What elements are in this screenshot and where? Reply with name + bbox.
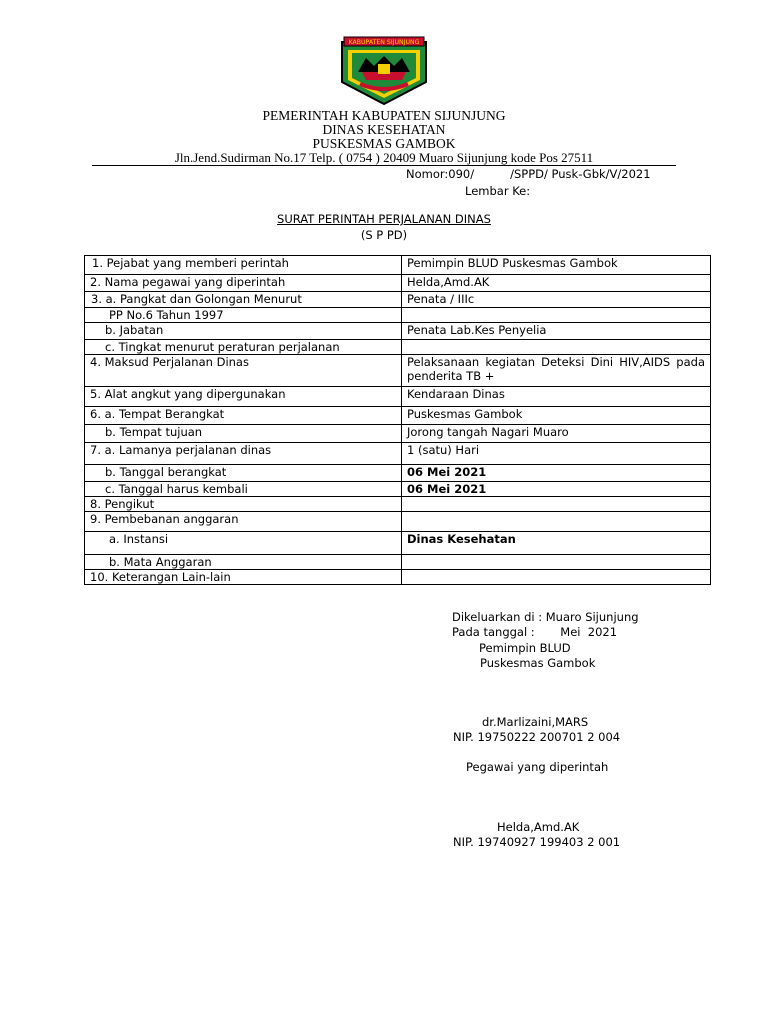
row-value: Helda,Amd.AK [402, 275, 711, 292]
lembar-ke: Lembar Ke: [465, 184, 531, 198]
sppd-table [84, 255, 711, 585]
employee-nip: NIP. 19740927 199403 2 001 [453, 835, 621, 849]
document-title: SURAT PERINTAH PERJALANAN DINAS [277, 212, 491, 226]
row-label: 9. Pembebanan anggaran [85, 512, 402, 532]
row-value [402, 340, 711, 355]
table-row [85, 570, 711, 585]
row-value [402, 308, 711, 323]
logo-banner-text: KABUPATEN SIJUNJUNG [348, 39, 420, 46]
row-value: Jorong tangah Nagari Muaro [402, 425, 711, 443]
row-value [402, 555, 711, 570]
employee-label: Pegawai yang diperintah [466, 760, 609, 774]
signer-nip: NIP. 19750222 200701 2 004 [453, 730, 621, 744]
row-value: Puskesmas Gambok [402, 407, 711, 425]
issued-at: Dikeluarkan di : Muaro Sijunjung [452, 610, 639, 624]
row-label: b. Tanggal berangkat [85, 465, 402, 482]
kop-address: Jln.Jend.Sudirman No.17 Telp. ( 0754 ) 20409 Muaro Sijunjung kode Pos 27511 [174, 150, 594, 165]
row-label: 10. Keterangan Lain-lain [85, 570, 402, 585]
row-label: 3. a. Pangkat dan Golongan Menurut [85, 292, 402, 308]
row-label: b. Tempat tujuan [85, 425, 402, 443]
row-label: 7. a. Lamanya perjalanan dinas [85, 443, 402, 465]
table-row [85, 387, 711, 407]
row-label: c. Tanggal harus kembali [85, 482, 402, 497]
issued-date: Pada tanggal : Mei 2021 [452, 625, 618, 639]
row-value: Dinas Kesehatan [402, 532, 711, 555]
table-row [85, 355, 711, 387]
kop-puskesmas: PUSKESMAS GAMBOK [312, 136, 456, 151]
row-value [402, 570, 711, 585]
row-label: PP No.6 Tahun 1997 [85, 308, 402, 323]
row-label: 6. a. Tempat Berangkat [85, 407, 402, 425]
row-label: b. Jabatan [85, 323, 402, 340]
signer-name: dr.Marlizaini,MARS [482, 715, 589, 729]
table-row [85, 555, 711, 570]
row-value: 1 (satu) Hari [402, 443, 711, 465]
employee-name: Helda,Amd.AK [497, 820, 580, 834]
row-label: c. Tingkat menurut peraturan perjalanan [85, 340, 402, 355]
table-row [85, 308, 711, 323]
signer-position-2: Puskesmas Gambok [480, 656, 596, 670]
row-label: b. Mata Anggaran [85, 555, 402, 570]
nomor-label: Nomor:090/ [406, 167, 475, 181]
row-value: Pemimpin BLUD Puskesmas Gambok [402, 256, 711, 275]
row-value: Kendaraan Dinas [402, 387, 711, 407]
document-subtitle: (S P PD) [360, 228, 408, 242]
table-row [85, 532, 711, 555]
row-label: 4. Maksud Perjalanan Dinas [85, 355, 402, 387]
table-row [85, 275, 711, 292]
row-value: Penata Lab.Kes Penyelia [402, 323, 711, 340]
kop-dinas: DINAS KESEHATAN [322, 122, 446, 137]
header-divider [92, 165, 676, 166]
table-row [85, 425, 711, 443]
table-row [85, 323, 711, 340]
table-row [85, 340, 711, 355]
nomor-surat [406, 167, 651, 181]
row-label: 5. Alat angkut yang dipergunakan [85, 387, 402, 407]
table-row [85, 465, 711, 482]
row-label: 2. Nama pegawai yang diperintah [85, 275, 402, 292]
row-value [402, 512, 711, 532]
kabupaten-sijunjung-logo [340, 36, 428, 106]
table-row [85, 497, 711, 512]
row-label: a. Instansi [85, 532, 402, 555]
table-row [85, 512, 711, 532]
table-row [85, 292, 711, 308]
row-value: Penata / IIIc [402, 292, 711, 308]
kop-pemerintah: PEMERINTAH KABUPATEN SIJUNJUNG [262, 108, 506, 123]
row-label: 8. Pengikut [85, 497, 402, 512]
row-value: 06 Mei 2021 [402, 482, 711, 497]
nomor-suffix: /SPPD/ Pusk-Gbk/V/2021 [510, 167, 651, 181]
table-row [85, 407, 711, 425]
row-label: 1. Pejabat yang memberi perintah [85, 256, 402, 275]
row-value [402, 497, 711, 512]
table-row [85, 256, 711, 275]
signer-position-1: Pemimpin BLUD [479, 641, 571, 655]
table-row [85, 443, 711, 465]
row-value: 06 Mei 2021 [402, 465, 711, 482]
row-value: Pelaksanaan kegiatan Deteksi Dini HIV,AIDS pada penderita TB + [402, 355, 711, 387]
table-row [85, 482, 711, 497]
